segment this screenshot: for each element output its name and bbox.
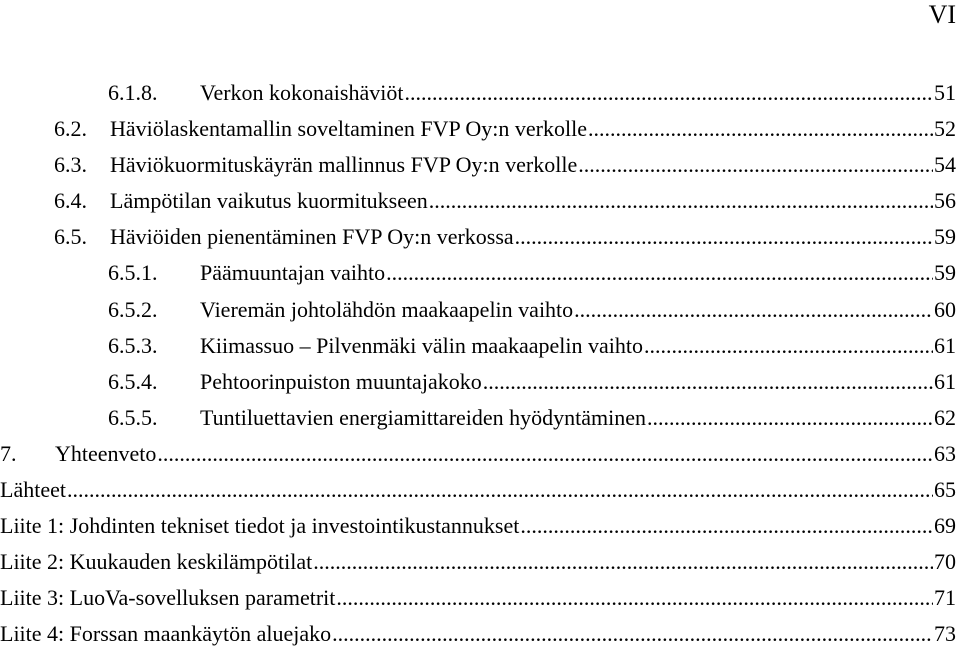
toc-entry-page: 60	[934, 296, 956, 322]
toc-entry-page: 51	[934, 80, 956, 105]
toc-entry-number: 6.5.3.	[108, 332, 158, 358]
toc-dot-leader	[386, 258, 933, 288]
toc-entry-page: 71	[934, 585, 956, 611]
toc-entry-page: 59	[934, 224, 956, 250]
toc-dot-leader	[644, 331, 933, 361]
toc-dot-leader	[515, 222, 933, 252]
toc-entry-title: Verkon kokonaishäviöt	[200, 80, 404, 105]
toc-entry-title: Häviöiden pienentäminen FVP Oy:n verkossa	[110, 224, 514, 250]
toc-entry[interactable]	[0, 439, 956, 475]
toc-dot-leader	[313, 547, 933, 577]
toc-entry-page: 65	[934, 477, 956, 503]
toc-entry-page: 69	[934, 513, 956, 539]
toc-entry-number: 6.5.4.	[108, 368, 158, 394]
toc-entry-page: 52	[934, 116, 956, 142]
toc-entry-number: 6.5.1.	[108, 260, 158, 286]
toc-dot-leader	[157, 439, 933, 469]
toc-entry-number: 6.3.	[54, 152, 87, 178]
toc-entry-title: Lämpötilan vaikutus kuormitukseen	[110, 188, 428, 214]
toc-entry-number: 6.5.5.	[108, 404, 158, 430]
toc-entry[interactable]	[0, 367, 956, 403]
toc-entry[interactable]	[0, 511, 956, 547]
toc-entry-page: 59	[934, 260, 956, 286]
toc-entry-page: 56	[934, 188, 956, 214]
toc-dot-leader	[336, 583, 933, 613]
toc-entry-title: Pehtoorinpuiston muuntajakoko	[200, 368, 482, 394]
toc-entry[interactable]	[0, 150, 956, 186]
toc-entry-page: 62	[934, 404, 956, 430]
toc-entry-title: Lähteet	[0, 477, 66, 503]
toc-entry-number: 7.	[0, 440, 17, 466]
toc-entry-title: Liite 3: LuoVa-sovelluksen parametrit	[0, 585, 336, 611]
toc-entry[interactable]	[0, 295, 956, 331]
toc-entry[interactable]	[0, 331, 956, 367]
toc-entry[interactable]	[0, 583, 956, 619]
toc-dot-leader	[67, 475, 933, 505]
toc-entry-title: Liite 4: Forssan maankäytön aluejako	[0, 621, 332, 647]
toc-dot-leader	[404, 78, 933, 108]
toc-entry-title: Tuntiluettavien energiamittareiden hyödyntäminen	[200, 404, 647, 430]
toc-entry-page: 73	[934, 621, 956, 647]
toc-entry-page: 61	[934, 368, 956, 394]
toc-entry-title: Häviölaskentamallin soveltaminen FVP Oy:n verkolle	[110, 116, 587, 142]
toc-entry[interactable]	[0, 78, 956, 114]
toc-entry-title: Häviökuormituskäyrän mallinnus FVP Oy:n verkolle	[110, 152, 578, 178]
toc-entry-title: Liite 1: Johdinten tekniset tiedot ja investointikustannukset	[0, 513, 520, 539]
toc-dot-leader	[332, 619, 933, 649]
toc-entry-number: 6.5.	[54, 224, 87, 250]
toc-dot-leader	[588, 114, 933, 144]
toc-dot-leader	[429, 186, 933, 216]
toc-entry-number: 6.1.8.	[108, 80, 158, 105]
toc-entry-title: Yhteenveto	[55, 440, 157, 466]
toc-entry[interactable]	[0, 222, 956, 258]
toc-entry[interactable]	[0, 403, 956, 439]
table-of-contents	[0, 78, 956, 656]
toc-entry[interactable]	[0, 186, 956, 222]
toc-dot-leader	[647, 403, 933, 433]
toc-entry-number: 6.4.	[54, 188, 87, 214]
toc-entry[interactable]	[0, 475, 956, 511]
toc-entry[interactable]	[0, 547, 956, 583]
toc-dot-leader	[520, 511, 933, 541]
toc-entry[interactable]	[0, 258, 956, 294]
toc-dot-leader	[578, 150, 933, 180]
toc-entry[interactable]	[0, 619, 956, 655]
toc-entry-title: Päämuuntajan vaihto	[200, 260, 386, 286]
toc-entry-page: 54	[934, 152, 956, 178]
toc-entry[interactable]	[0, 114, 956, 150]
toc-entry-title: Kiimassuo – Pilvenmäki välin maakaapelin vaihto	[200, 332, 643, 358]
toc-entry-page: 70	[934, 549, 956, 575]
toc-dot-leader	[483, 367, 933, 397]
toc-dot-leader	[574, 295, 933, 325]
toc-entry-page: 61	[934, 332, 956, 358]
toc-entry-number: 6.2.	[54, 116, 87, 142]
toc-entry-number: 6.5.2.	[108, 296, 158, 322]
toc-entry-title: Liite 2: Kuukauden keskilämpötilat	[0, 549, 313, 575]
toc-entry-title: Vieremän johtolähdön maakaapelin vaihto	[200, 296, 574, 322]
toc-entry-page: 63	[934, 440, 956, 466]
page-number: VI	[928, 0, 956, 29]
